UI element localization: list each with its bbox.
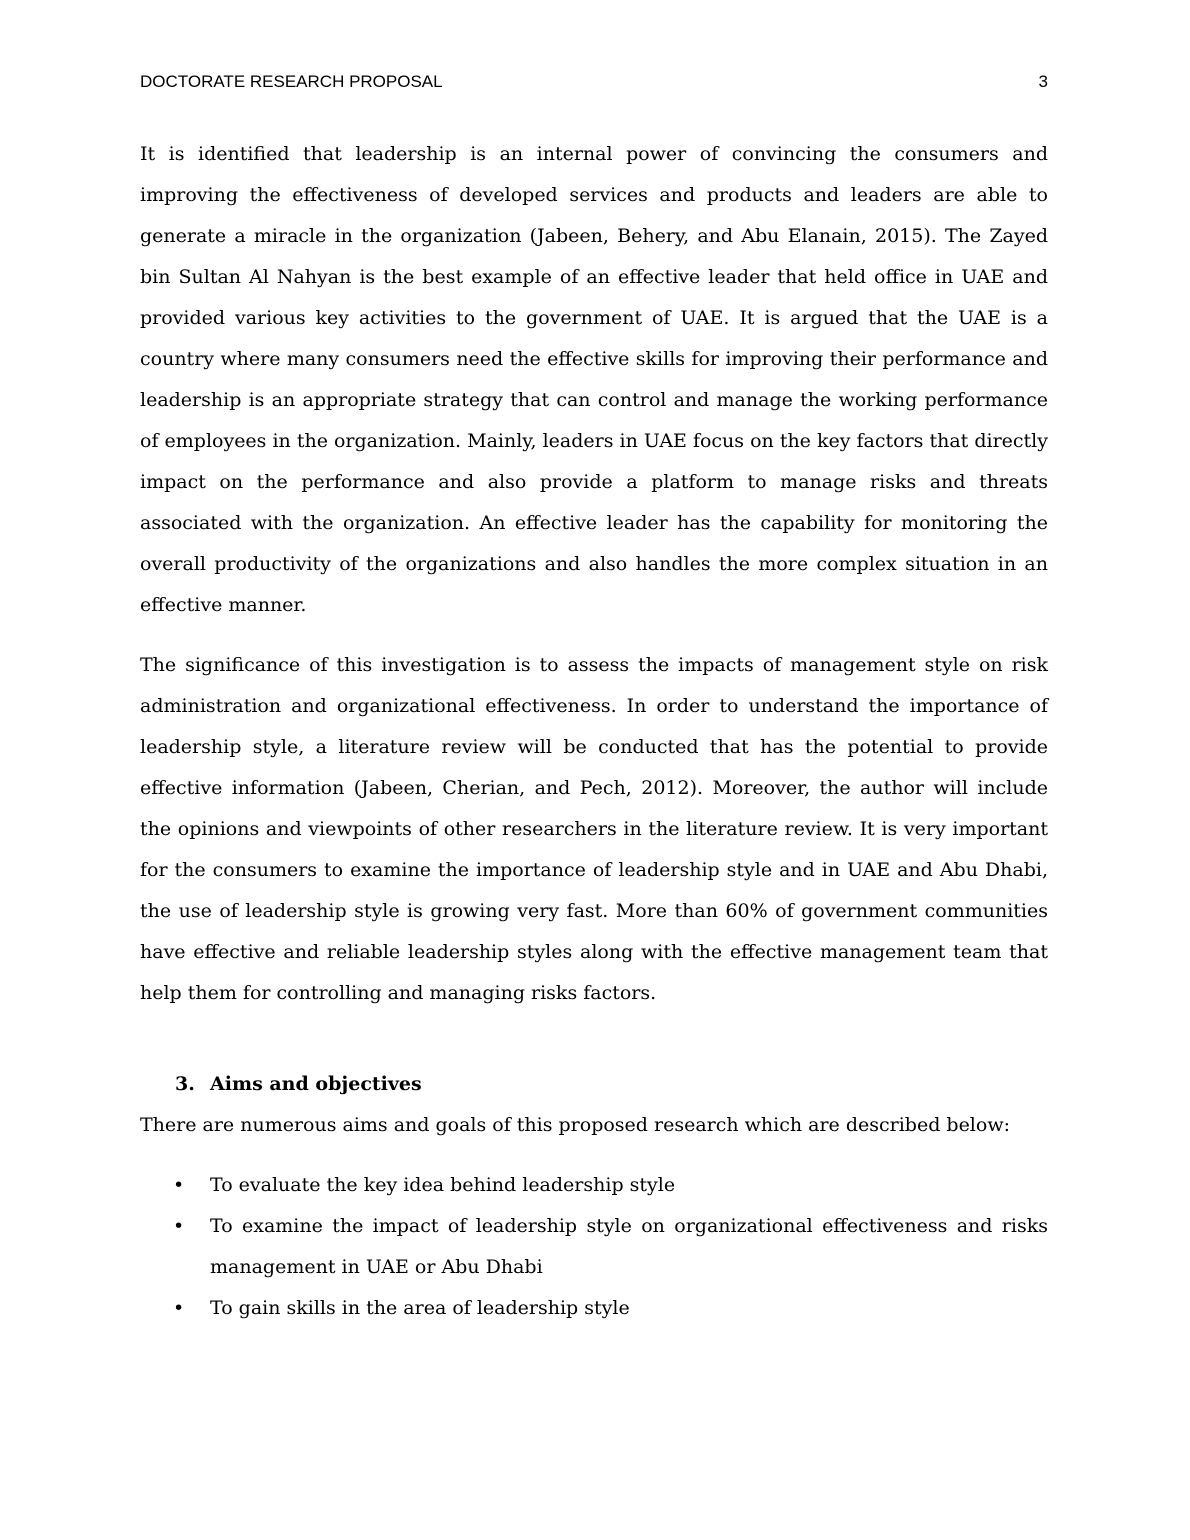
section-intro: There are numerous aims and goals of this proposed research which are described below:	[140, 1114, 1010, 1136]
list-item: • To gain skills in the area of leadership style	[140, 1288, 1048, 1329]
running-head: DOCTORATE RESEARCH PROPOSAL	[140, 72, 443, 91]
page-header	[140, 72, 1048, 92]
paragraph: The significance of this investigation is to assess the impacts of management style on risk administration and organizational effectiveness. In order to understand the importance of leadership style, a literature review will be conducted that has the potential to provide effective information (Jabeen, Cherian, and Pech, 2012). Moreover, the author will include the opinions and viewpoints of other researchers in the literature review. It is very important for the consumers to examine the importance of leadership style and in UAE and Abu Dhabi, the use of leadership style is growing very fast. More than 60% of government communities have effective and reliable leadership styles along with the effective management team that help them for controlling and managing risks factors.	[140, 654, 1048, 1004]
objectives-list	[140, 1165, 1048, 1329]
section-number: 3.	[175, 1073, 195, 1095]
document-body	[140, 134, 1048, 1329]
list-item: • To examine the impact of leadership style on organizational effectiveness and risks management in UAE or Abu Dhabi	[140, 1206, 1048, 1288]
page-number: 3	[1038, 72, 1048, 91]
section-heading	[175, 1064, 1048, 1105]
list-item: • To evaluate the key idea behind leadership style	[140, 1165, 1048, 1206]
section-title: Aims and objectives	[210, 1073, 422, 1095]
paragraph: It is identified that leadership is an internal power of convincing the consumers and improving the effectiveness of developed services and products and leaders are able to generate a miracle in the organization (Jabeen, Behery, and Abu Elanain, 2015). The Zayed bin Sultan Al Nahyan is the best example of an effective leader that held office in UAE and provided various key activities to the government of UAE. It is argued that the UAE is a country where many consumers need the effective skills for improving their performance and leadership is an appropriate strategy that can control and manage the working performance of employees in the organization. Mainly, leaders in UAE focus on the key factors that directly impact on the performance and also provide a platform to manage risks and threats associated with the organization. An effective leader has the capability for monitoring the overall productivity of the organizations and also handles the more complex situation in an effective manner.	[140, 143, 1048, 616]
